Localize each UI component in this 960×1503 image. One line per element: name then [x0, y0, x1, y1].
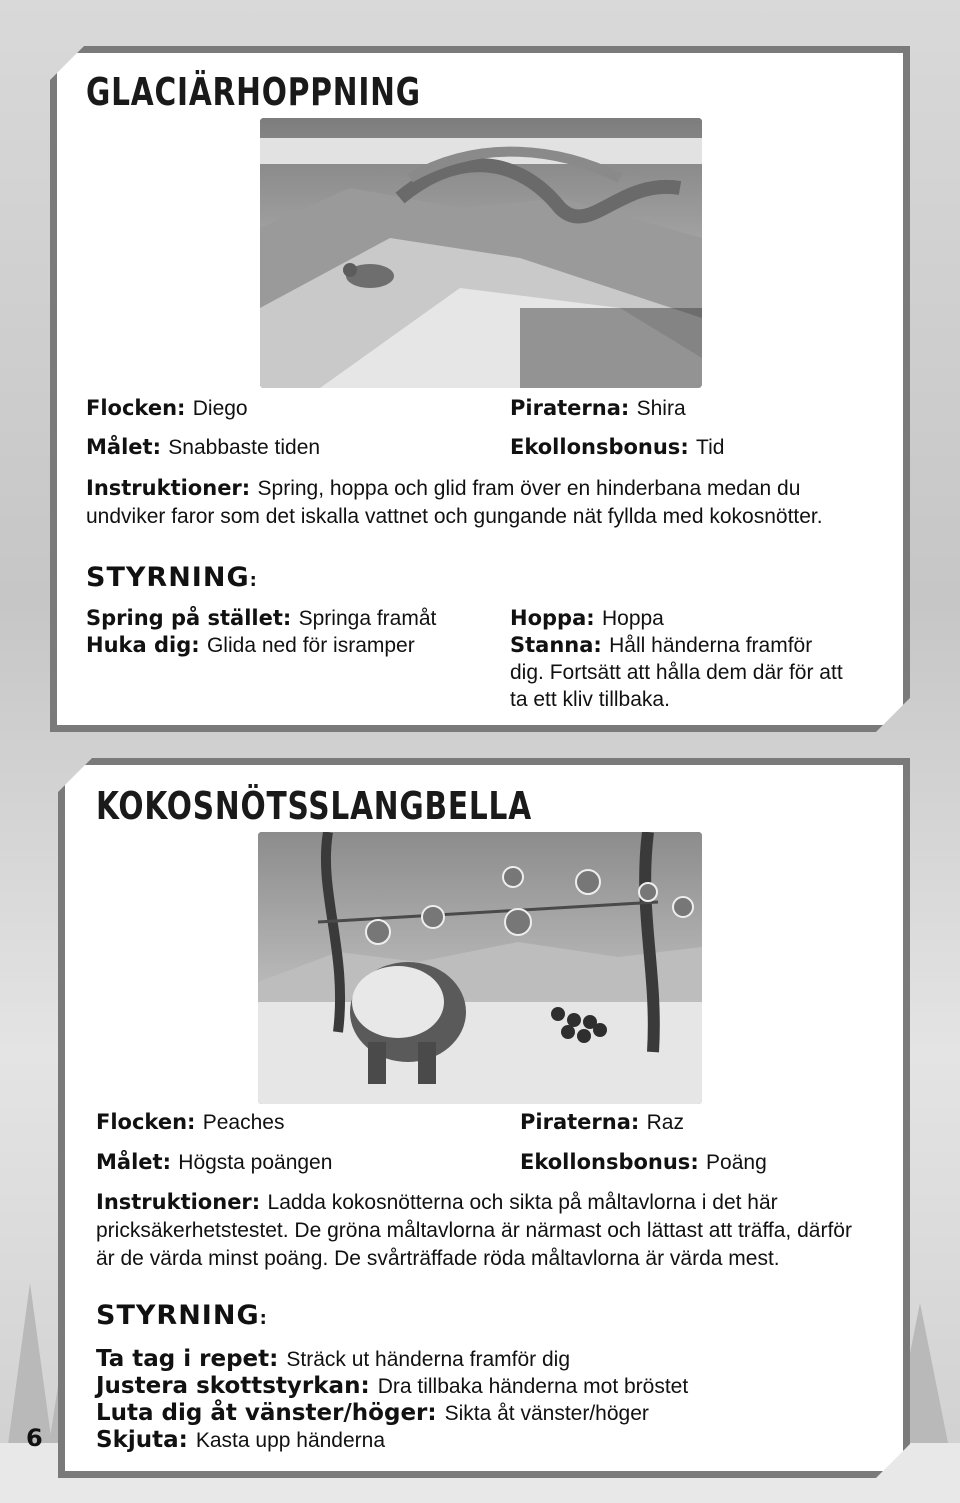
control-item — [86, 605, 486, 632]
colon: : — [152, 435, 169, 459]
control-item — [96, 1346, 876, 1373]
piraterna-row — [510, 394, 686, 423]
styrning-label: STYRNING — [96, 1300, 260, 1331]
flocken-row — [86, 394, 248, 423]
flocken-value: Diego — [192, 397, 248, 420]
page-number: 6 — [26, 1424, 43, 1452]
piraterna-row — [520, 1108, 684, 1137]
control-item — [86, 632, 486, 659]
control-item — [96, 1400, 876, 1427]
colon: : — [177, 396, 193, 420]
ekollon-label: Ekollonsbonus — [520, 1150, 691, 1174]
colon: : — [241, 476, 258, 500]
control-label: Huka dig — [86, 633, 192, 657]
piraterna-value: Shira — [636, 397, 686, 420]
control-value: Hoppa — [601, 607, 664, 630]
piraterna-value: Raz — [646, 1111, 684, 1134]
section-title: GLACIÄRHOPPNING — [86, 70, 421, 114]
ekollon-row — [510, 433, 724, 462]
colon: : — [680, 435, 697, 459]
malet-label: Målet — [96, 1150, 163, 1174]
flocken-label: Flocken — [96, 1110, 188, 1134]
colon: : — [620, 396, 637, 420]
section-title: KOKOSNÖTSSLANGBELLA — [96, 784, 532, 828]
instructions — [86, 474, 876, 531]
control-item — [510, 605, 850, 632]
piraterna-label: Piraterna — [510, 396, 621, 420]
control-label: Hoppa — [510, 606, 587, 630]
control-item — [510, 632, 850, 713]
control-label: Luta dig åt vänster/höger — [96, 1400, 428, 1426]
colon: : — [187, 1110, 203, 1134]
control-value: Dra tillbaka händerna mot bröstet — [377, 1375, 689, 1398]
colon: : — [427, 1400, 445, 1426]
control-label: Justera skottstyrkan — [96, 1373, 361, 1399]
ekollon-row — [520, 1148, 767, 1177]
piraterna-label: Piraterna — [520, 1110, 631, 1134]
control-label: Ta tag i repet — [96, 1346, 270, 1372]
control-label: Stanna — [510, 633, 594, 657]
colon: : — [191, 633, 207, 657]
flocken-value: Peaches — [202, 1111, 285, 1134]
colon: : — [282, 606, 299, 630]
ekollon-label: Ekollonsbonus — [510, 435, 681, 459]
colon: : — [251, 1190, 268, 1214]
malet-row — [96, 1148, 332, 1177]
colon: : — [586, 606, 602, 630]
control-value: Kasta upp händerna — [195, 1429, 386, 1452]
instructions-text: Spring, hoppa och glid fram över en hinderbana medan du undviker faror som det iskalla vattnet och gungande nät fyllda med kokosnötter. — [86, 477, 823, 528]
colon: : — [259, 1308, 268, 1329]
game-screenshot — [260, 118, 702, 388]
colon: : — [593, 633, 610, 657]
control-value: Sikta åt vänster/höger — [444, 1402, 649, 1425]
malet-row — [86, 433, 320, 462]
control-label: Skjuta — [96, 1427, 179, 1453]
malet-label: Målet — [86, 435, 153, 459]
game-screenshot — [258, 832, 702, 1104]
colon: : — [690, 1150, 707, 1174]
control-value: Glida ned för isramper — [206, 634, 415, 657]
control-value: Håll händerna framför dig. Fortsätt att hålla dem där för att ta ett kliv tillbaka. — [510, 634, 843, 711]
colon: : — [630, 1110, 647, 1134]
control-item — [96, 1373, 876, 1400]
instructions — [96, 1188, 876, 1273]
colon: : — [269, 1346, 287, 1372]
malet-value: Högsta poängen — [178, 1151, 333, 1174]
control-item — [96, 1427, 876, 1454]
control-value: Sträck ut händerna framför dig — [286, 1348, 571, 1371]
styrning-heading — [96, 1300, 268, 1331]
instructions-label: Instruktioner — [86, 476, 242, 500]
styrning-label: STYRNING — [86, 562, 250, 593]
colon: : — [162, 1150, 179, 1174]
control-value: Springa framåt — [298, 607, 437, 630]
flocken-row — [96, 1108, 284, 1137]
control-label: Spring på stället — [86, 606, 283, 630]
flocken-label: Flocken — [86, 396, 178, 420]
ekollon-value: Poäng — [706, 1151, 767, 1174]
colon: : — [178, 1427, 196, 1453]
malet-value: Snabbaste tiden — [168, 436, 321, 459]
colon: : — [249, 570, 258, 591]
instructions-label: Instruktioner — [96, 1190, 252, 1214]
colon: : — [360, 1373, 378, 1399]
ekollon-value: Tid — [696, 436, 725, 459]
styrning-heading — [86, 562, 258, 593]
instructions-text: Ladda kokosnötterna och sikta på måltavlorna i det här pricksäkerhetstestet. De gröna måltavlorna är närmast och lättast att träffa, därför är de värda minst poäng. De svårträffade röda måltavlorna är värda mest. — [96, 1191, 852, 1270]
